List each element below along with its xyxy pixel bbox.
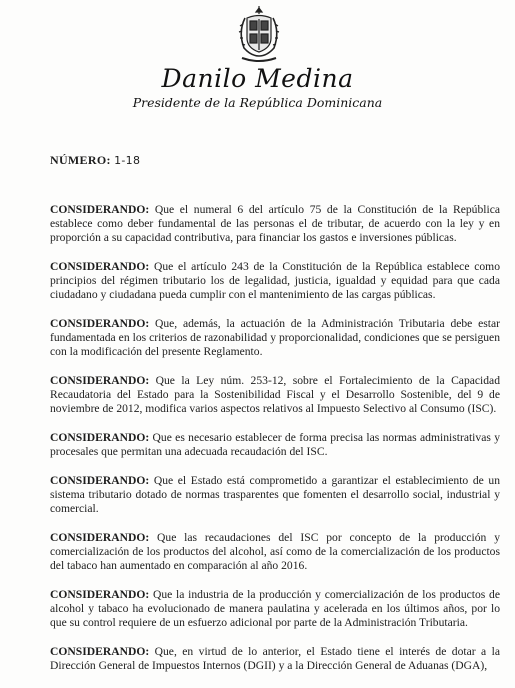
paragraph-text: Que la Ley núm. 253-12, sobre el Fortalecimiento de la Capacidad Recaudatoria del Estado para la Sostenibilidad Fiscal y el Desarrollo Sostenible, del 9 de noviembre de 2012, modifica varios aspectos relativos al Impuesto Selectivo al Consumo (ISC).: [50, 374, 500, 416]
coat-of-arms-seal: [232, 4, 286, 66]
paragraph-text: Que el Estado está comprometido a garantizar el establecimiento de un sistema tributario dotado de normas trasparentes que fomenten el desarrollo social, industrial y comercial.: [50, 473, 500, 516]
paragraph-text: Que el artículo 243 de la Constitución de la República establece como principios del régimen tributario los de legalidad, justicia, igualdad y equidad para que cada ciudadano y ciudadana pueda cumplir con el mantenimiento de las cargas públicas.: [50, 260, 500, 302]
letterhead-title: Presidente de la República Dominicana: [132, 95, 383, 110]
paragraph-lead: CONSIDERANDO:: [50, 203, 150, 216]
considerando-paragraph: [50, 260, 500, 303]
letterhead-name: Danilo Medina: [161, 64, 354, 93]
paragraph-lead: CONSIDERANDO:: [50, 260, 150, 273]
decree-number: [50, 153, 140, 168]
considerando-paragraph: [50, 431, 500, 459]
paragraph-lead: CONSIDERANDO:: [50, 473, 150, 487]
paragraph-text: Que la industria de la producción y comercialización de los productos de alcohol y tabaco ha evolucionado de manera paulatina y acelerada en los últimos años, por lo que su control requiere de un esfuerzo adicional por parte de la Administración Tributaria.: [50, 587, 500, 630]
paragraph-text: Que, además, la actuación de la Administración Tributaria debe estar fundamentada en los criterios de razonabilidad y proporcionalidad, condiciones que se persiguen con la modificación del presente Reglamento.: [50, 317, 500, 359]
considerando-paragraph: [50, 474, 500, 517]
paragraph-text: Que las recaudaciones del ISC por concepto de la producción y comercialización de los productos del alcohol, así como de la comercialización de los productos del tabaco han aumentado en comparación al año 2016.: [50, 530, 500, 573]
considerando-paragraph: [50, 645, 500, 673]
paragraph-lead: CONSIDERANDO:: [50, 374, 150, 387]
considerando-list: [50, 203, 500, 688]
considerando-paragraph: [50, 317, 500, 360]
paragraph-lead: CONSIDERANDO:: [50, 587, 150, 601]
considerando-paragraph: [50, 531, 500, 574]
paragraph-text: Que, en virtud de lo anterior, el Estado tiene el interés de dotar a la Dirección General de Impuestos Internos (DGII) y a la Dirección General de Aduanas (DGA),: [50, 644, 500, 672]
considerando-paragraph: [50, 203, 500, 246]
paragraph-lead: CONSIDERANDO:: [50, 317, 150, 330]
considerando-paragraph: [50, 588, 500, 631]
decree-number-label: NÚMERO:: [50, 153, 111, 167]
paragraph-lead: CONSIDERANDO:: [50, 530, 150, 544]
paragraph-text: Que el numeral 6 del artículo 75 de la Constitución de la República establece como deber fundamental de las personas el de tributar, de acuerdo con la ley y en proporción a su capacidad contributiva, para financiar los gastos e inversiones públicas.: [50, 203, 500, 245]
decree-number-value: 1-18: [114, 154, 141, 167]
paragraph-lead: CONSIDERANDO:: [50, 431, 150, 444]
considerando-paragraph: [50, 374, 500, 417]
paragraph-lead: CONSIDERANDO:: [50, 644, 150, 658]
paragraph-text: Que es necesario establecer de forma precisa las normas administrativas y procesales que permitan una adecuada recaudación del ISC.: [50, 431, 500, 459]
